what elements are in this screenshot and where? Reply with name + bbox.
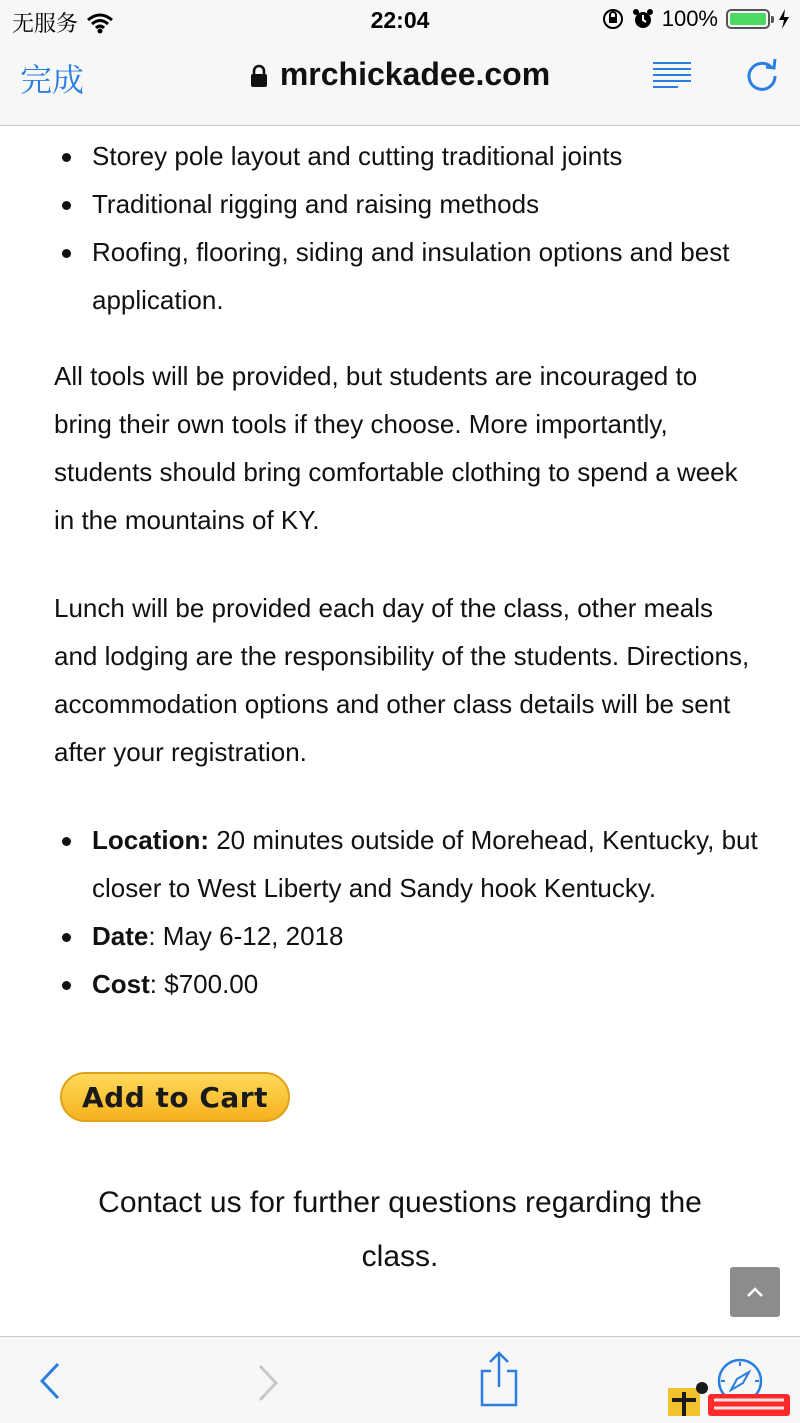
location-label: Location: <box>92 825 209 855</box>
forward-icon[interactable] <box>256 1363 280 1403</box>
share-icon[interactable] <box>478 1351 520 1407</box>
list-item: Roofing, flooring, siding and insulation options and best application. <box>0 228 800 324</box>
back-icon[interactable] <box>38 1361 62 1401</box>
clock: 22:04 <box>370 7 430 33</box>
battery-percent: 100% <box>661 6 718 31</box>
charging-icon <box>778 8 790 30</box>
status-right <box>602 6 790 32</box>
tools-paragraph: All tools will be provided, but students are incouraged to bring their own tools if they choose. More importantly, students should bring comfortable clothing to spend a week in the mountains of KY. <box>54 361 738 535</box>
reload-icon[interactable] <box>744 56 780 92</box>
date-value: : May 6-12, 2018 <box>148 921 344 951</box>
status-bar <box>0 0 800 40</box>
alarm-icon <box>632 8 654 30</box>
reader-mode-icon[interactable] <box>652 60 692 88</box>
rotation-lock-icon <box>602 8 624 30</box>
location-item <box>0 816 800 912</box>
carrier-label: 无服务 <box>12 11 79 36</box>
details-list <box>0 816 800 1008</box>
done-button[interactable]: 完成 <box>20 62 85 98</box>
add-to-cart-button[interactable]: Add to Cart <box>60 1072 290 1122</box>
battery-icon <box>726 9 770 29</box>
list-item: Storey pole layout and cutting traditional joints <box>0 132 800 180</box>
contact-text: Contact us for further questions regarding the class. <box>98 1186 702 1273</box>
browser-nav-bar <box>0 40 800 126</box>
chevron-up-icon <box>746 1286 764 1298</box>
lock-icon <box>250 64 268 88</box>
url-text: mrchickadee.com <box>279 56 551 92</box>
cost-item <box>0 960 800 1008</box>
lunch-paragraph: Lunch will be provided each day of the class, other meals and lodging are the responsibility of the students. Directions, accommodation options and other class details will be sent after your registration. <box>54 593 750 767</box>
location-value: 20 minutes outside of Morehead, Kentucky, but closer to West Liberty and Sandy hook Kentucky. <box>92 825 758 903</box>
skills-list <box>0 132 800 324</box>
watermark-logo <box>668 1378 792 1418</box>
date-label: Date <box>92 921 149 951</box>
cost-value: : $700.00 <box>149 969 259 999</box>
date-item <box>0 912 800 960</box>
cost-label: Cost <box>92 969 150 999</box>
list-item: Traditional rigging and raising methods <box>0 180 800 228</box>
scroll-to-top-button[interactable] <box>730 1267 780 1317</box>
